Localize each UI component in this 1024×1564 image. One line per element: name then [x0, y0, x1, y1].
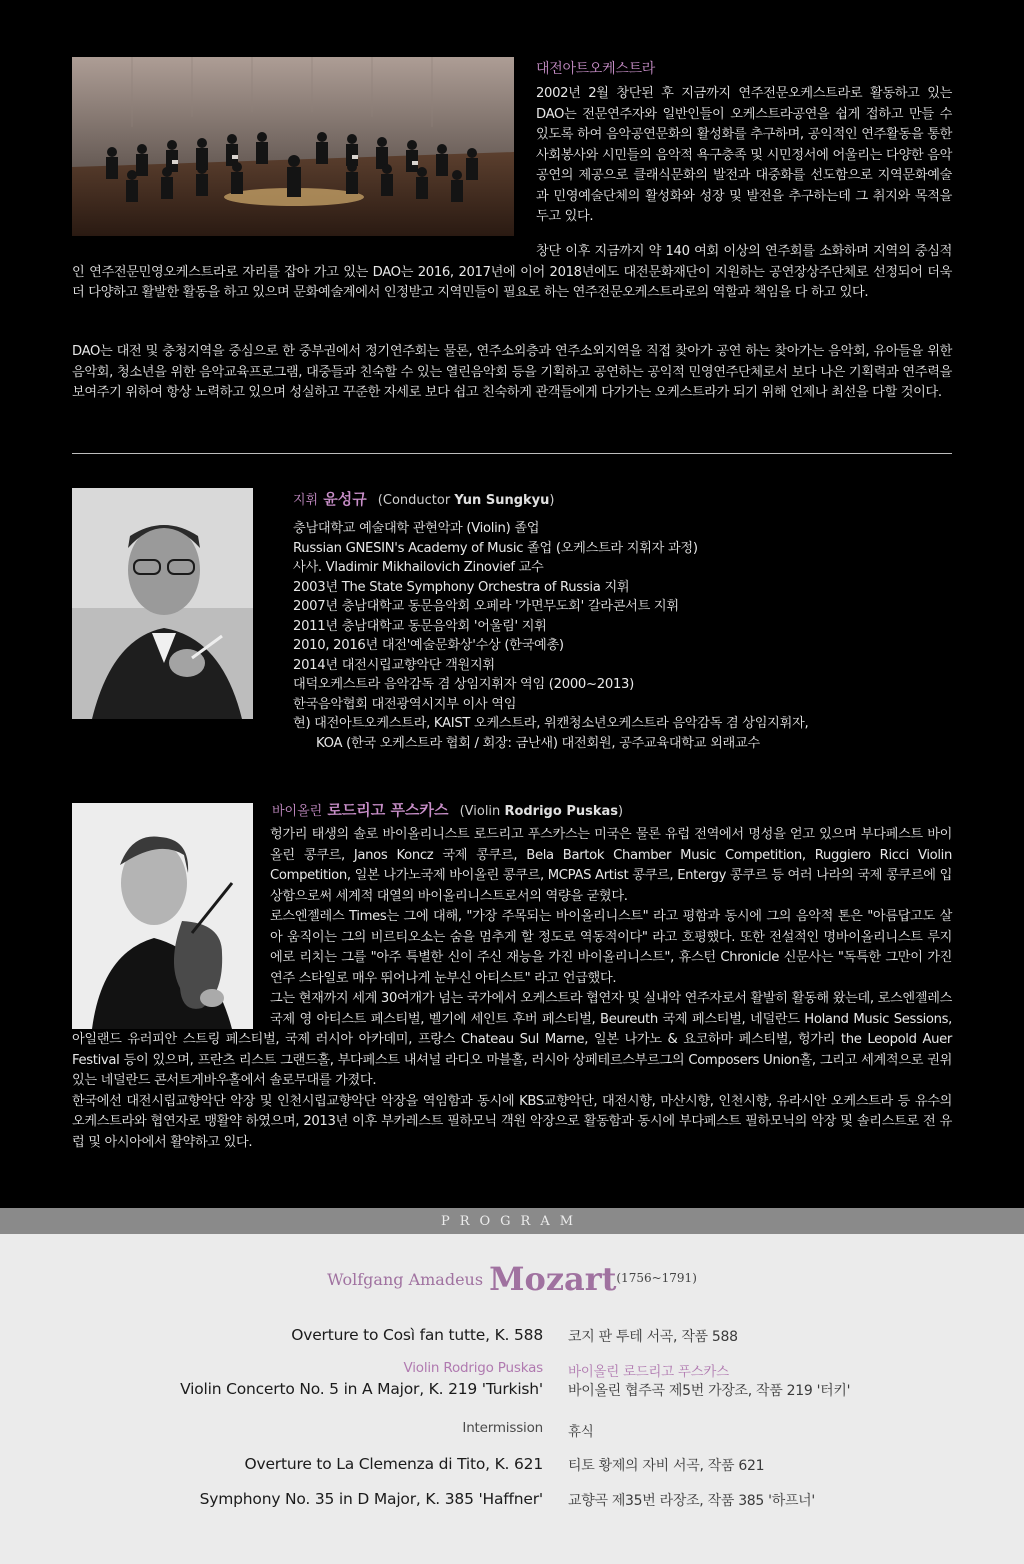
- program-item-en: Overture to La Clemenza di Tito, K. 621: [244, 1455, 543, 1473]
- program-item-en: Overture to Così fan tutte, K. 588: [291, 1326, 543, 1344]
- violinist-eng-prefix: (Violin: [459, 804, 501, 819]
- conductor-cv: [293, 519, 953, 753]
- cv-item: 사사. Vladimir Mikhailovich Zinovief 교수: [293, 560, 544, 575]
- conductor-eng-suffix: ): [549, 493, 555, 508]
- violinist-eng-suffix: ): [618, 804, 624, 819]
- soloist-ko: 바이올린 로드리고 푸스카스: [568, 1364, 729, 1380]
- program-item-ko: 바이올린 협주곡 제5번 가장조, 작품 219 '터키': [568, 1383, 851, 1399]
- intermission-en: Intermission: [462, 1420, 543, 1436]
- cv-item: 한국음악협회 대전광역시지부 이사 역임: [293, 696, 517, 712]
- program-item-en: Violin Concerto No. 5 in A Major, K. 219 'Turkish': [180, 1380, 543, 1398]
- cv-item: 2011년 충남대학교 동문음악회 '어울림' 지휘: [293, 618, 547, 634]
- conductor-heading: [293, 488, 554, 509]
- violinist-photo: [72, 803, 270, 1029]
- cv-item: 2003년 The State Symphony Orchestra of Russia 지휘: [293, 579, 630, 595]
- cv-item: Russian GNESIN's Academy of Music 졸업 (오케스트라 지휘자 과정): [293, 540, 698, 556]
- violinist-role: 바이올린: [272, 804, 323, 819]
- conductor-name: 윤성규: [323, 490, 367, 508]
- cv-item: 현) 대전아트오케스트라, KAIST 오케스트라, 위캔청소년오케스트라 음악감독 겸 상임지휘자,: [293, 716, 809, 731]
- cv-item: 2014년 대전시립교향악단 객원지휘: [293, 657, 495, 673]
- composer-first-name: Wolfgang Amadeus: [327, 1270, 484, 1289]
- program-item-ko: 티토 황제의 자비 서곡, 작품 621: [568, 1458, 765, 1474]
- orchestra-paragraph-3: DAO는 대전 및 충청지역을 중심으로 한 중부권에서 정기연주회는 물론, 연주소외층과 연주소외지역을 직접 찾아가 공연 하는 찾아가는 음악회, 유아들을 위한 음악회, 청소년을 위한 음악교육프로그램, 대중들과 친숙할 수 있는 열린음악회 등을 기획하고 공연하는 공익적 민영연주단체로서 보다 나은 기획력과 연주력을 보여주기 위하여 항상 노력하고 있으며 성실하고 꾸준한 자세로 보다 쉽고 친숙하게 관객들에게 다가가는 오케스트라가 되기 위해 언제나 최선을 다할 것이다.: [72, 344, 952, 400]
- violinist-bio-1: 헝가리 태생의 솔로 바이올리니스트 로드리고 푸스카스는 미국은 물론 유럽 전역에서 명성을 얻고 있으며 부다페스트 바이올린 콩쿠르, Janos Koncz 국제 콩쿠르, Bela Bartok Chamber Music Competition, Ruggiero Ricci Violin Competition, 일본 나가노국제 바이올린 콩쿠르, MCPAS Artist 콩쿠르, Entergy 콩쿠르 등 여러 나라의 국제 콩쿠르에 입상함으로써 세계적 대열의 바이올리니스트로서의 역량을 굳혔다.: [270, 827, 952, 904]
- program-item-ko: 코지 판 투테 서곡, 작품 588: [568, 1329, 738, 1345]
- intermission-ko: 휴식: [568, 1424, 594, 1440]
- violinist-bio-4: 한국에선 대전시립교향악단 악장 및 인천시립교향악단 악장을 역임함과 동시에 KBS교향악단, 대전시향, 마산시향, 인천시향, 유라시안 오케스트라 등 유수의 오케스트라와 협연자로 맹활약 하였으며, 2013년 이후 부카레스트 필하모닉 객원 악장으로 활동함과 동시에 부다페스트 필하모닉의 악장 및 솔리스트로 전 유럽 및 아시아에서 활약하고 있다.: [72, 1093, 952, 1150]
- section-divider: [72, 453, 952, 454]
- composer-years: (1756~1791): [616, 1271, 697, 1285]
- conductor-eng-name: Yun Sungkyu: [454, 493, 550, 508]
- program-header-bar: [0, 1208, 1024, 1234]
- composer-last-name: Mozart: [489, 1260, 617, 1298]
- orchestra-photo: [72, 57, 514, 236]
- conductor-eng-prefix: (Conductor: [377, 493, 451, 508]
- cv-item: 2010, 2016년 대전'예술문화상'수상 (한국예총): [293, 638, 564, 653]
- violinist-bio: [72, 803, 952, 1153]
- program-section: [0, 1234, 1024, 1564]
- program-header: PROGRAM: [440, 1213, 584, 1229]
- violinist-eng-name: Rodrigo Puskas: [504, 804, 618, 819]
- violinist-bio-2: 로스엔젤레스 Times는 그에 대해, "가장 주목되는 바이올리니스트" 라고 평함과 동시에 그의 음악적 톤은 "아름답고도 살아 움직이는 그의 비르티오소는 숨을 멈추게 할 정도로 역동적이다" 라고 호평했다. 또한 전설적인 명바이올리니스트 루지에로 리치는 그를 "아주 특별한 신이 주신 재능을 가진 바이올리니스트", 휴스턴 Chronicle 신문사는 "독특한 그만이 가진 연주 스타일로 매우 뛰어나게 눈부신 아티스트" 라고 언급했다.: [270, 909, 952, 986]
- orchestra-title: 대전아트오케스트라: [536, 61, 656, 77]
- orchestra-intro: 2002년 2월 창단된 후 지금까지 연주전문오케스트라로 활동하고 있는 DAO는 전문연주자와 일반인들이 오케스트라공연을 쉽게 접하고 만들 수 있도록 하여 음악공연문화의 활성화를 추구하며, 공익적인 연주활동을 통한 사회봉사와 시민들의 음악적 욕구충족 및 시민정서에 어울리는 다양한 음악공연의 제공으로 클래식문화의 발전과 대중화를 선도함으로 지역문화예술과 민영예술단체의 활성화와 성장 및 발전을 추구하는데 그 취지와 목적을 두고 있다.: [536, 86, 952, 224]
- cv-item: 2007년 충남대학교 동문음악회 오페라 '가면무도회' 갈라콘서트 지휘: [293, 599, 679, 614]
- soloist-en: Violin Rodrigo Puskas: [403, 1360, 543, 1376]
- violinist-bio-3: 그는 현재까지 세계 30여개가 넘는 국가에서 오케스트라 협연자 및 실내악 연주자로서 활발히 활동해 왔는데, 로스엔젤레스 국제 영 아티스트 페스티벌, 벨기에 세인트 후버 페스티벌, Beureuth 국제 페스티벌, 네덜란드 Holand Music Sessions, 아일랜드 유러피안 스트링 페스티벌, 국제 러시아 아카데미, 프랑스 Chateau Sul Marne, 일본 나가노 & 요코하마 페스티벌, 헝가리 the Leopold Auer Festival 등이 있으며, 프란츠 리스트 그랜드홀, 부다페스트 내셔널 라디오 마블홀, 러시아 상페테르스부르그의 Composers Union홀, 그리고 세계적으로 권위있는 네덜란드 콘서트게바우홀에서 솔로무대를 가졌다.: [72, 991, 952, 1088]
- program-item-ko: 교향곡 제35번 라장조, 작품 385 '하프너': [568, 1493, 815, 1509]
- composer-heading: [0, 1260, 1024, 1298]
- orchestra-paragraph-2: 창단 이후 지금까지 약 140 여회 이상의 연주회를 소화하며 지역의 중심적인 연주전문민영오케스트라로 자리를 잡아 가고 있는 DAO는 2016, 2017년에 이어 2018년에도 대전문화재단이 지원하는 공연장상주단체로 선정되어 더욱 더 다양하고 활발한 활동을 하고 있으며 문화예술계에서 인정받고 지역민들이 필요로 하는 연주전문오케스트라로의 역할과 책임을 다 하고 있다.: [72, 244, 952, 300]
- cv-item: 충남대학교 예술대학 관현악과 (Violin) 졸업: [293, 521, 540, 536]
- cv-item: 대덕오케스트라 음악감독 겸 상임지휘자 역임 (2000~2013): [293, 677, 634, 692]
- violinist-name: 로드리고 푸스카스: [327, 801, 449, 819]
- program-item-en: Symphony No. 35 in D Major, K. 385 'Haffner': [199, 1490, 543, 1508]
- conductor-role: 지휘: [293, 493, 319, 508]
- cv-item: KOA (한국 오케스트라 협회 / 회장: 금난새) 대전회원, 공주교육대학교 외래교수: [316, 735, 760, 751]
- conductor-english-label: [378, 493, 555, 508]
- conductor-photo: [72, 488, 253, 719]
